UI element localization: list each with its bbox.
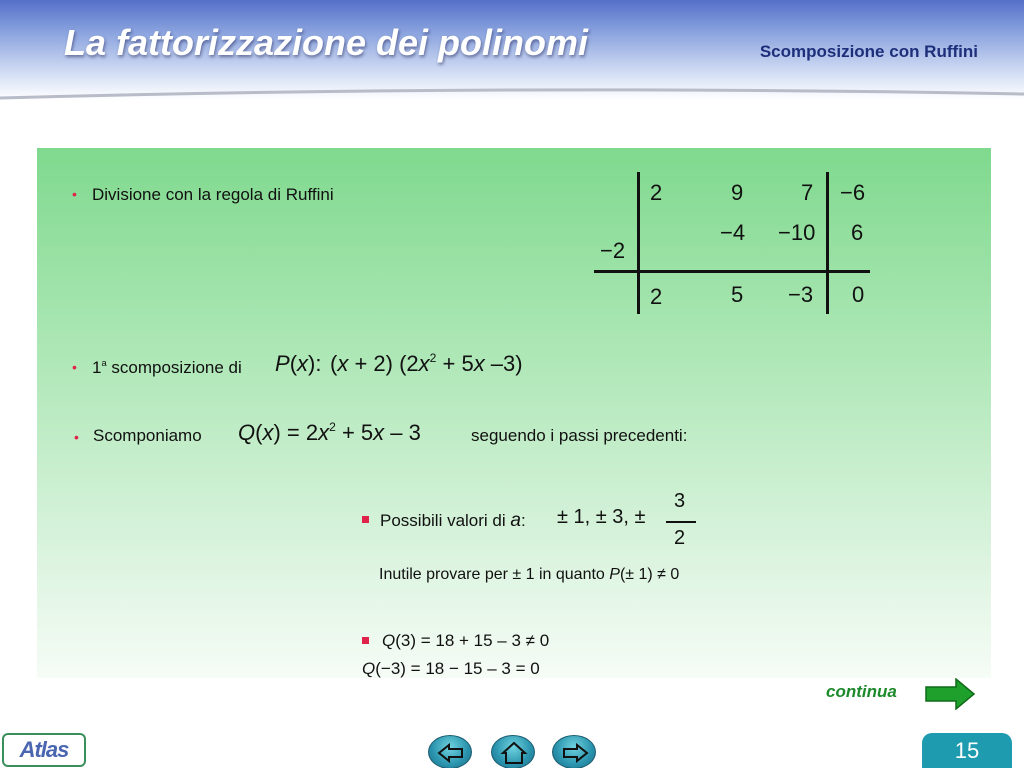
home-button[interactable] <box>491 735 535 768</box>
back-button[interactable] <box>428 735 472 768</box>
arrow-right-icon <box>553 736 597 768</box>
bullet-first-factorization: 1$^a$ scomposizione di <box>92 358 242 377</box>
product: −10 <box>778 220 816 245</box>
fraction-numerator: 3 <box>674 490 686 512</box>
home-icon <box>492 736 536 768</box>
bullet-marker: • <box>72 186 77 202</box>
section-subtitle: Scomposizione con Ruffini <box>759 42 978 61</box>
possible-values: Possibili valori di a: <box>380 510 526 531</box>
header-divider <box>0 86 1024 106</box>
result: 2 <box>650 284 663 309</box>
bullet-ruffini-division: Divisione con la regola di Ruffini <box>92 185 334 204</box>
bullet-marker: • <box>72 359 77 375</box>
atlas-logo: Atlas <box>2 733 86 767</box>
sub-bullet-marker <box>362 637 369 644</box>
bullet-decompose: Scomponiamo <box>93 426 202 445</box>
q-polynomial: $Q(x) = 2x^2 + 5x - 3$ <box>238 420 421 446</box>
continue-arrow-icon[interactable] <box>924 678 976 710</box>
q-of-3: Q(3) = 18 + 15 – 3 ≠ 0 <box>382 631 550 650</box>
factorization-result: (x + 2) ($2x^2 + 5x$ –3) <box>330 351 523 377</box>
coefficient: 7 <box>801 180 814 205</box>
coefficient: 9 <box>731 180 744 205</box>
arrow-left-icon <box>429 736 473 768</box>
page-title: La fattorizzazione dei polinomi <box>64 22 589 63</box>
header-bar <box>0 0 1024 100</box>
fraction-bar <box>666 521 696 523</box>
bullet-marker: • <box>74 429 79 445</box>
content-panel <box>37 148 991 678</box>
ruffini-horizontal-line <box>594 270 870 273</box>
page-number: 15 <box>922 733 1012 768</box>
factorization-formula: P(x): <box>275 351 322 376</box>
product: 6 <box>851 220 864 245</box>
result: 0 <box>852 282 865 307</box>
coefficient: 2 <box>650 180 663 205</box>
result: 5 <box>731 282 744 307</box>
possible-values-list: ± 1, ± 3, ± <box>557 506 646 528</box>
ruffini-root: −2 <box>600 238 626 263</box>
continue-link[interactable]: continua <box>826 682 897 701</box>
forward-button[interactable] <box>552 735 596 768</box>
fraction-denominator: 2 <box>674 527 686 549</box>
ruffini-vertical-line <box>637 172 640 314</box>
q-of-minus-3: Q(−3) = 18 − 15 – 3 = 0 <box>362 659 540 678</box>
result: −3 <box>788 282 814 307</box>
bullet-decompose-suffix: seguendo i passi precedenti: <box>471 426 688 445</box>
ruffini-remainder-line <box>826 172 829 314</box>
coefficient: −6 <box>840 180 866 205</box>
sub-bullet-marker <box>362 516 369 523</box>
useless-check-note: Inutile provare per ± 1 in quanto P(± 1) ≠ 0 <box>379 566 680 583</box>
product: −4 <box>720 220 746 245</box>
